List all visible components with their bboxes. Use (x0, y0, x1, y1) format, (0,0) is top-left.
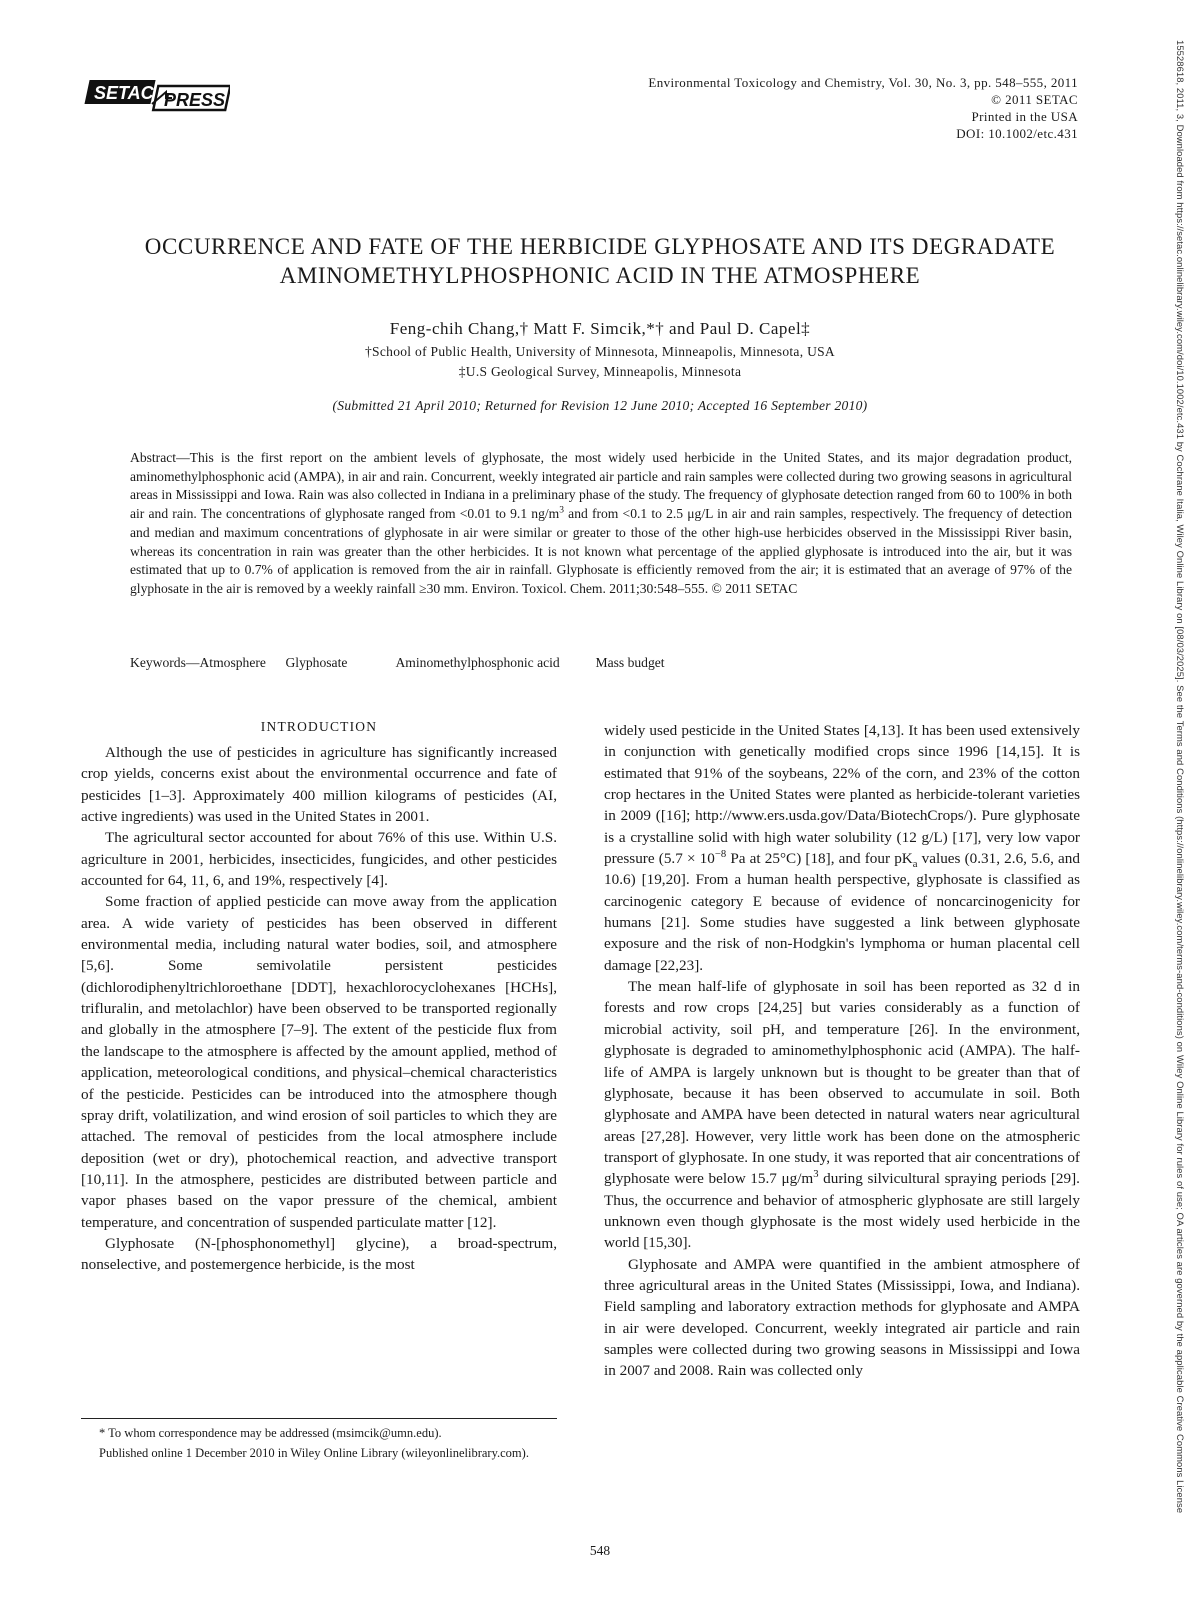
setac-press-logo (80, 78, 230, 112)
submission-dates: (Submitted 21 April 2010; Returned for Revision 12 June 2010; Accepted 16 September 2010) (332, 398, 868, 413)
journal-doi: DOI: 10.1002/etc.431 (956, 126, 1078, 141)
journal-citation: Environmental Toxicology and Chemistry, Vol. 30, No. 3, pp. 548–555, 2011 (648, 75, 1078, 90)
footnote-rule (81, 1418, 557, 1419)
abstract-sup: 3 (559, 505, 564, 516)
paragraph: Some fraction of applied pesticide can move away from the application area. A wide variety of pesticides has been observed in different environmental media, including natural water bodies, soil, and atmosphere [5,6]. Some semivolatile persistent pesticides (dichlorodiphenyltrichloroethane [DDT], hexachlorocyclohexanes [HCHs], trifluralin, and metolachlor) have been observed to be transported regionally and globally in the atmosphere [7–9]. The extent of the pesticide flux from the landscape to the atmosphere is affected by the amount applied, method of application, meteorological conditions, and physical–chemical characteristics of the pesticide. Pesticides can be introduced into the atmosphere though spray drift, volatilization, and wind erosion of soil particles to which they are attached. The removal of pesticides from the local atmosphere include deposition (wet or dry), photochemical reaction, and advective transport [10,11]. In the atmosphere, pesticides are distributed between particle and vapor phases based on the vapor pressure of the chemical, ambient temperature, and concentration of suspended particulate matter [12]. (81, 893, 557, 1231)
journal-printed: Printed in the USA (971, 109, 1078, 124)
abstract-text-2: and from <0.1 to 2.5 μg/L in air and rain samples, respectively. The frequency of detection and median and maximum concentrations of glyphosate in air were similar or greater to those of the other high-use herbicides observed in the Mississippi River basin, whereas its concentration in rain was greater than the other herbicides. It is not known what percentage of the applied glyphosate is introduced into the air, but it was estimated that up to 0.7% of application is removed from the air in rainfall. Glyphosate is efficiently removed from the air; it is estimated that an average of 97% of the glyphosate in the air is removed by a weekly rainfall ≥30 mm. Environ. Toxicol. Chem. 2011;30:548–555. © 2011 SETAC (130, 506, 1072, 596)
download-notice (1170, 40, 1192, 1570)
paragraph: widely used pesticide in the United States [4,13]. It has been used extensively in conjunction with genetically modified crops since 1996 [14,15]. It is estimated that 91% of the soybeans, 22% of the corn, and 23% of the cotton crop hectares in the United States were planted as herbicide-tolerant varieties in 2009 ([16]; http://www.ers.usda.gov/Data/BiotechCrops/). Pure glyphosate is a crystalline solid with high water solubility (12 g/L) [17], very low vapor pressure ($5.7 \times 10^{-8}$ Pa at 25°C) [18], and four $pK_a$ values (0.31, 2.6, 5.6, and 10.6) [19,20]. From a human health perspective, glyphosate is classified as carcinogenic category E because of evidence of noncarcinogenicity for humans [21]. Some studies have suggested a link between glyphosate exposure and the risk of non-Hodgkin's lymphoma or human placental cell damage [22,23]. (604, 722, 1080, 974)
keyword-item: Glyphosate (285, 655, 348, 670)
journal-copyright: © 2011 SETAC (991, 92, 1078, 107)
footnotes (81, 1424, 557, 1463)
page-number: 548 (589, 1543, 611, 1558)
keywords-label: Keywords (130, 655, 186, 670)
keyword-item: Aminomethylphosphonic acid (395, 655, 560, 670)
paragraph: Although the use of pesticides in agriculture has significantly increased crop yields, concerns exist about the environmental occurrence and fate of pesticides [1–3]. Approximately 400 million kilograms of pesticides (AI, active ingredients) was used in the United States in 2001. (81, 744, 557, 826)
footnote-published: Published online 1 December 2010 in Wiley Online Library (wileyonlinelibrary.com). (99, 1445, 529, 1460)
title-line-2: AMINOMETHYLPHOSPHONIC ACID IN THE ATMOSPHERE (279, 263, 921, 288)
section-heading-introduction: INTRODUCTION (260, 719, 378, 734)
journal-info (648, 74, 1078, 142)
footnote-correspondence: * To whom correspondence may be addressed (msimcik@umn.edu). (99, 1426, 442, 1440)
paragraph: The agricultural sector accounted for about 76% of this use. Within U.S. agriculture in 2001, herbicides, insecticides, fungicides, and other pesticides accounted for 64, 11, 6, and 19%, respectively [4]. (81, 829, 557, 890)
paragraph: The mean half-life of glyphosate in soil has been reported as 32 d in forests and row crops [24,25] but varies considerably as a function of microbial activity, soil pH, and temperature [26]. In the environment, glyphosate is degraded to aminomethylphosphonic acid (AMPA). The half-life of AMPA is largely unknown but is thought to be greater than that of glyphosate, because it has been observed to accumulate in soil. Both glyphosate and AMPA have been detected in natural waters near agricultural areas [27,28]. However, very little work has been done on the atmospheric transport of glyphosate. In one study, it was reported that air concentrations of glyphosate were below 15.7 $\mu g/m^3$ during silvicultural spraying periods [29]. Thus, the occurrence and behavior of atmospheric glyphosate are still largely unknown even though glyphosate is the most widely used herbicide in the world [15,30]. (604, 978, 1080, 1252)
keyword-item: Atmosphere (199, 655, 266, 670)
affiliation-1: †School of Public Health, University of Minnesota, Minneapolis, Minnesota, USA (365, 344, 835, 359)
paragraph: Glyphosate (N-[phosphonomethyl] glycine), a broad-spectrum, nonselective, and postemergence herbicide, is the most (81, 1234, 557, 1274)
body-column-right (604, 720, 1080, 1382)
affiliation-2: ‡U.S Geological Survey, Minneapolis, Minnesota (458, 364, 742, 379)
download-notice-text: 15528618, 2011, 3, Downloaded from https://setac.onlinelibrary.wiley.com/doi/10.1002/etc.431 by Cochrane Italia, Wiley Online Library on [08/03/2025]. See the Terms and Conditions (https://onlinelibrary.wiley.com/terms-and-conditions) on Wiley Online Library for rules of use; OA articles are governed by the applicable Creative Commons License (1175, 40, 1186, 1514)
svg-text:SETAC: SETAC (94, 83, 154, 103)
authors: Feng-chih Chang,† Matt F. Simcik,*† and Paul D. Capel‡ (389, 319, 811, 338)
abstract-label: Abstract (130, 450, 177, 465)
svg-text:PRESS: PRESS (164, 90, 226, 110)
keywords: Keywords—Atmosphere Glyphosate Aminomethylphosphonic acid Mass budget (130, 655, 665, 670)
title-line-1: OCCURRENCE AND FATE OF THE HERBICIDE GLYPHOSATE AND ITS DEGRADATE (144, 234, 1056, 259)
abstract (130, 449, 1072, 599)
article-title (60, 232, 1140, 290)
keyword-item: Mass budget (595, 655, 665, 670)
paragraph: Glyphosate and AMPA were quantified in the ambient atmosphere of three agricultural areas in the United States (Mississippi, Iowa, and Indiana). Field sampling and laboratory extraction methods for glyphosate and AMPA in air were developed. Concurrent, weekly integrated air particle and rain samples were collected during two growing seasons in Mississippi and Iowa in 2007 and 2008. Rain was collected only (604, 1255, 1080, 1380)
abstract-text-1: —This is the first report on the ambient levels of glyphosate, the most widely used herbicide in the United States, and its major degradation product, aminomethylphosphonic acid (AMPA), in air and rain. Concurrent, weekly integrated air particle and rain samples were collected during two growing seasons in agricultural areas in Mississippi and Iowa. Rain was also collected in Indiana in a preliminary phase of the study. The frequency of glyphosate detection ranged from 60 to 100% in both air and rain. The concentrations of glyphosate ranged from <0.01 to 9.1 ng/m (130, 450, 1072, 522)
body-column-left (81, 742, 557, 1276)
